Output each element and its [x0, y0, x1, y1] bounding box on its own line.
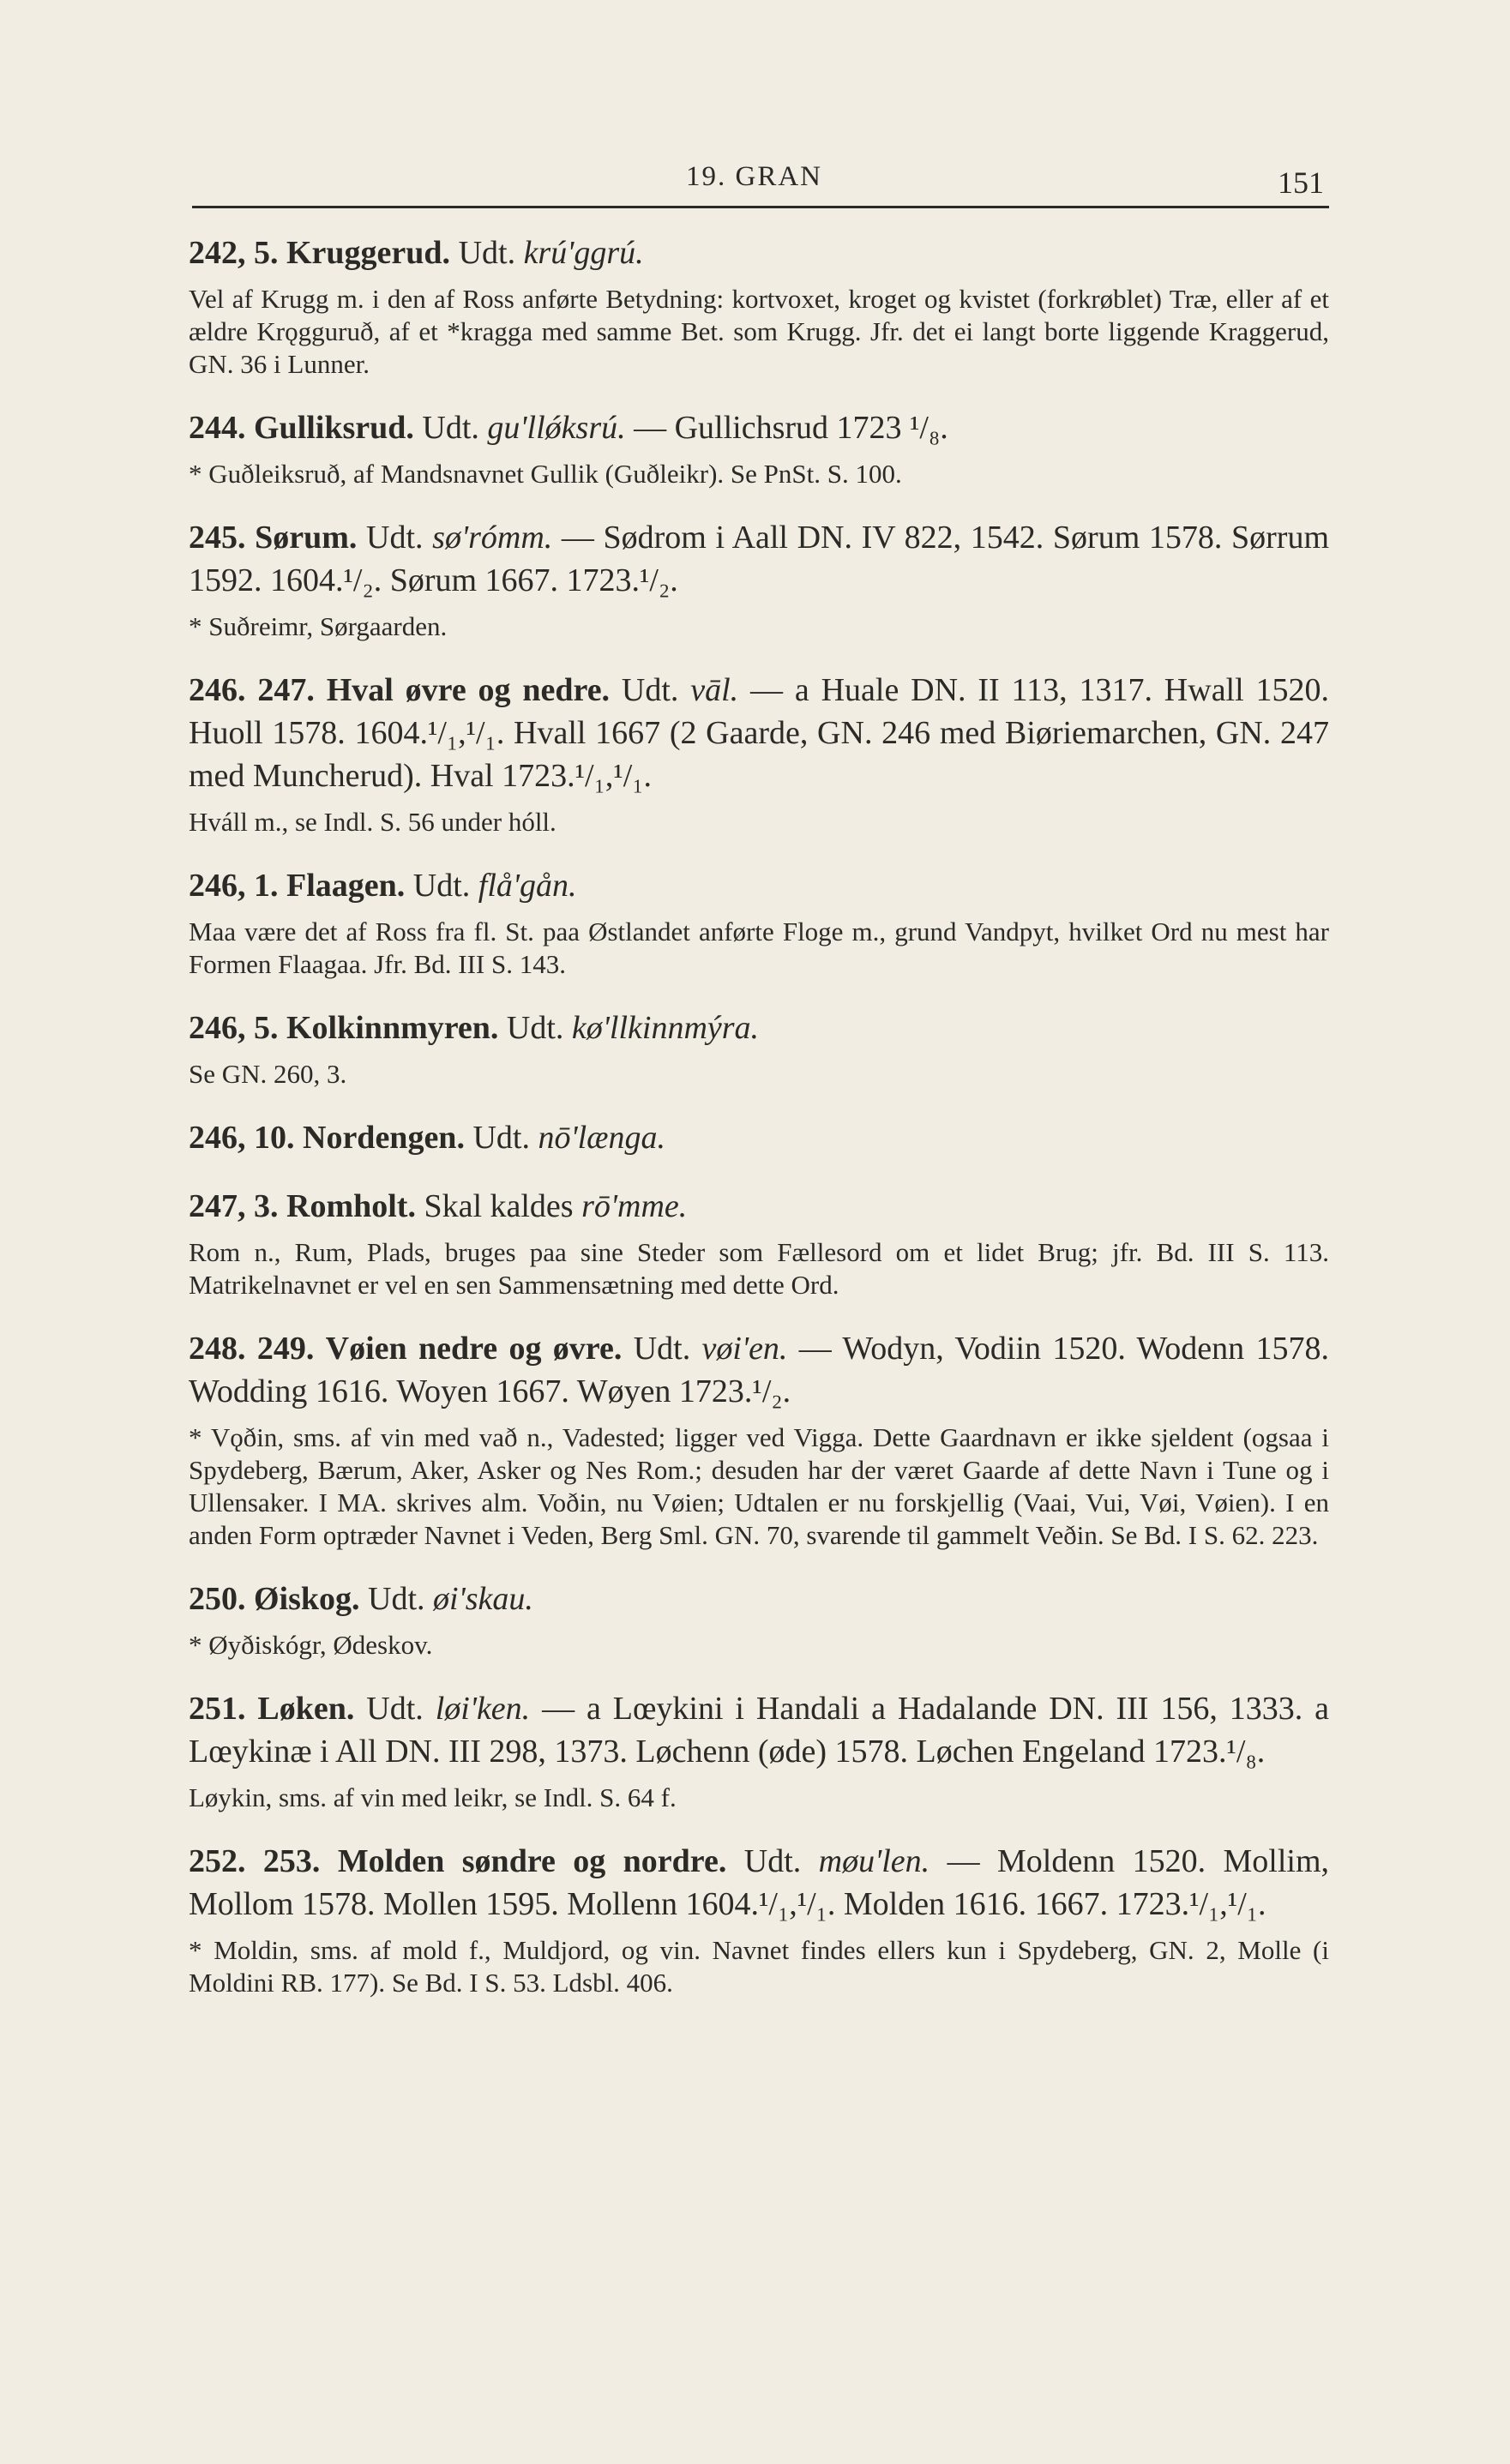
entry-name: Romholt. — [286, 1188, 416, 1224]
entry-note: Maa være det af Ross fra fl. St. paa Østlandet anførte Floge m., grund Vandpyt, hvilket Ord nu mest har Formen Flaagaa. Jfr. Bd. III S. 143. — [189, 916, 1329, 979]
entry-pronunciation: vøi'en. — [701, 1331, 788, 1367]
entry-heading — [189, 1185, 1329, 1228]
entry-pronunciation: nō'længa. — [538, 1120, 665, 1156]
entry-udt: Udt. — [412, 868, 471, 904]
entry-pronunciation: krú'ggrú. — [523, 235, 644, 271]
entry-name: Nordengen. — [303, 1120, 465, 1156]
entry-heading — [189, 1007, 1329, 1049]
entry-note: * Vǫðin, sms. af vin med vað n., Vadested; ligger ved Vigga. Dette Gaardnavn er ikke sjeldent (ogsaa i Spydeberg, Bærum, Aker, Asker og Nes Rom.; desuden har der været Gaarde af dette Navn i Tune og i Ullensaker. I MA. skrives alm. Voðin, nu Vøien; Udtalen er nu forskjellig (Vaai, Vui, Vøi, Vøien). I en anden Form optræder Navnet i Veden, Berg Sml. GN. 70, svarende til gammelt Veðin. Se Bd. I S. 62. 223. — [189, 1422, 1329, 1550]
entry-forms: — a Lœykini i Handali a Hadalande DN. III 156, 1333. a Lœykinæ i All DN. III 298, 1373. Løchenn (øde) 1578. Løchen Engeland 1723.¹/₈. — [189, 1691, 1330, 1770]
entry-name: Sørum. — [255, 520, 358, 556]
entry-udt: Udt. — [422, 410, 479, 446]
entry-udt: Skal kaldes — [424, 1188, 574, 1224]
entry-udt: Udt. — [366, 1691, 424, 1727]
entry-number: 246, 5. — [189, 1010, 279, 1046]
entry-forms: — Gullichsrud 1723 ¹/₈. — [634, 410, 948, 446]
entry-note: * Moldin, sms. af mold f., Muldjord, og vin. Navnet findes ellers kun i Spydeberg, GN. 2, Molle (i Moldini RB. 177). Se Bd. I S. 53. Ldsbl. 406. — [189, 1935, 1329, 1998]
entry-pronunciation: øi'skau. — [433, 1581, 533, 1617]
entry-number: 246, 10. — [189, 1120, 295, 1156]
entry-pronunciation: møu'len. — [818, 1843, 930, 1879]
entries — [189, 231, 1329, 1999]
page-number: 151 — [1278, 165, 1324, 200]
entry-forms: — Wodyn, Vodiin 1520. Wodenn 1578. Wodding 1616. Woyen 1667. Wøyen 1723.¹/₂. — [189, 1331, 1330, 1409]
entry-forms: — a Huale DN. II 113, 1317. Hwall 1520. Huoll 1578. 1604.¹/₁,¹/₁. Hvall 1667 (2 Gaarde, GN. 246 med Biøriemarchen, GN. 247 med Muncherud). Hval 1723.¹/₁,¹/₁. — [189, 672, 1330, 794]
entry-heading — [189, 1578, 1329, 1620]
entry-udt: Udt. — [472, 1120, 530, 1156]
entry-udt: Udt. — [366, 520, 424, 556]
entry-number: 246, 1. — [189, 868, 279, 904]
entry-note: Se GN. 260, 3. — [189, 1059, 347, 1089]
entry-note: * Suðreimr, Sørgaarden. — [189, 611, 448, 641]
entry-heading — [189, 406, 1329, 449]
entry-name: Kruggerud. — [286, 235, 451, 271]
entry-note: * Guðleiksruð, af Mandsnavnet Gullik (Guðleikr). Se PnSt. S. 100. — [189, 459, 902, 489]
entry-name: Kolkinnmyren. — [286, 1010, 499, 1046]
entry-number: 245. — [189, 520, 246, 556]
entry-number: 242, 5. — [189, 235, 279, 271]
running-title: 19. GRAN — [686, 161, 823, 192]
entry-name: Molden søndre og nordre. — [337, 1843, 727, 1879]
entry-heading — [189, 669, 1329, 797]
entry-udt: Udt. — [458, 235, 516, 271]
entry-pronunciation: løi'ken. — [435, 1691, 531, 1727]
entry-forms: — Moldenn 1520. Mollim, Mollom 1578. Mollen 1595. Mollenn 1604.¹/₁,¹/₁. Molden 1616. 1667. 1723.¹/₁,¹/₁. — [189, 1843, 1330, 1922]
entry-note: Rom n., Rum, Plads, bruges paa sine Steder som Fællesord om et lidet Brug; jfr. Bd. III S. 113. Matrikelnavnet er vel en sen Sammensætning med dette Ord. — [189, 1237, 1329, 1300]
entry-udt: Udt. — [368, 1581, 425, 1617]
entry-udt: Udt. — [506, 1010, 564, 1046]
entry-udt: Udt. — [743, 1843, 802, 1879]
entry-pronunciation: sø'rómm. — [432, 520, 553, 556]
running-header — [189, 161, 1329, 213]
entry-pronunciation: vāl. — [690, 672, 739, 708]
entry-number: 252. 253. — [189, 1843, 321, 1879]
entry-name: Flaagen. — [286, 868, 406, 904]
entry-number: 248. 249. — [189, 1331, 315, 1367]
entry-name: Hval øvre og nedre. — [326, 672, 611, 708]
entry-udt: Udt. — [621, 672, 679, 708]
entry-heading — [189, 1687, 1329, 1773]
entry-heading — [189, 864, 1329, 907]
entry-heading — [189, 1116, 1329, 1159]
entry-udt: Udt. — [633, 1331, 691, 1367]
header-rule — [192, 206, 1329, 208]
entry-name: Vøien nedre og øvre. — [325, 1331, 623, 1367]
entry-note: * Øyðiskógr, Ødeskov. — [189, 1630, 433, 1660]
entry-forms: — Sødrom i Aall DN. IV 822, 1542. Sørum 1578. Sørrum 1592. 1604.¹/₂. Sørum 1667. 1723.¹/₂. — [189, 520, 1330, 598]
entry-number: 246. 247. — [189, 672, 315, 708]
entry-pronunciation: gu'llǿksrú. — [487, 410, 626, 446]
entry-pronunciation: rō'mme. — [581, 1188, 688, 1224]
entry-pronunciation: flå'gån. — [478, 868, 577, 904]
entry-note: Vel af Krugg m. i den af Ross anførte Betydning: kortvoxet, kroget og kvistet (forkrøblet) Træ, eller af et ældre Krǫgguruð, af et *kragga med samme Bet. som Krugg. Jfr. det ei langt borte liggende Kraggerud, GN. 36 i Lunner. — [189, 284, 1329, 379]
entry-number: 250. — [189, 1581, 246, 1617]
entry-heading — [189, 1327, 1329, 1413]
entry-heading — [189, 516, 1329, 602]
entry-number: 247, 3. — [189, 1188, 279, 1224]
entry-note: Hváll m., se Indl. S. 56 under hóll. — [189, 807, 556, 837]
entry-name: Løken. — [257, 1691, 355, 1727]
entry-number: 244. — [189, 410, 246, 446]
entry-heading — [189, 1840, 1329, 1926]
entry-pronunciation: kø'llkinnmýra. — [571, 1010, 760, 1046]
entry-note: Løykin, sms. af vin med leikr, se Indl. S. 64 f. — [189, 1782, 677, 1812]
entry-number: 251. — [189, 1691, 246, 1727]
entry-name: Gulliksrud. — [254, 410, 414, 446]
entry-name: Øiskog. — [254, 1581, 360, 1617]
entry-heading — [189, 231, 1329, 274]
